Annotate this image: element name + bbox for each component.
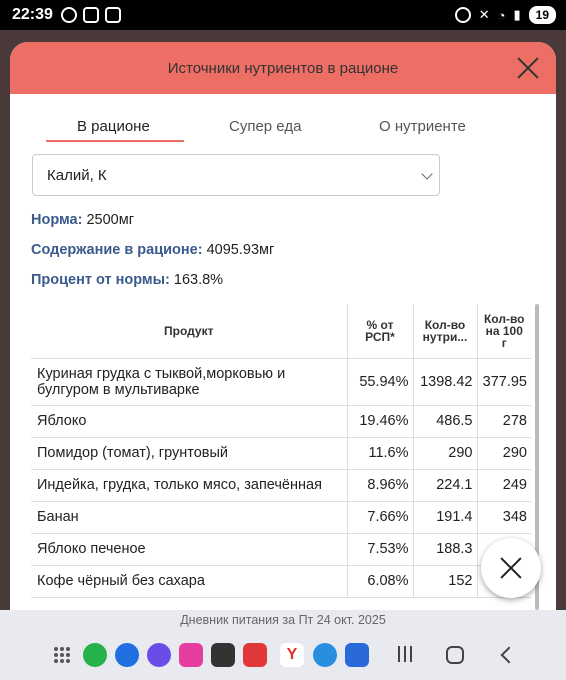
app-drawer-icon[interactable] (54, 647, 70, 663)
modal-header (10, 42, 556, 94)
cell-amount: 191.4 (413, 501, 477, 533)
signal-icon: ▮ (513, 7, 521, 22)
cell-product: Куриная грудка с тыквой,морковью и булгуром в мультиварке (31, 358, 347, 405)
header-product[interactable]: Продукт (31, 304, 347, 358)
screenshot-icon (105, 7, 121, 23)
nutrient-table-container[interactable] (31, 304, 539, 610)
reminder-app-icon[interactable] (243, 643, 267, 667)
table-row[interactable] (31, 469, 531, 501)
cell-percent: 6.08% (347, 565, 413, 597)
back-icon[interactable] (501, 647, 518, 664)
wifi-icon: ◔ (497, 7, 506, 23)
status-bar (0, 0, 566, 30)
cell-percent: 11.6% (347, 437, 413, 469)
norm-line (31, 212, 134, 228)
cell-product: Яблоко (31, 405, 347, 437)
cell-per100: 278 (477, 405, 531, 437)
cell-amount: 1398.42 (413, 358, 477, 405)
shield-icon (83, 7, 99, 23)
close-fab-button[interactable] (481, 538, 541, 598)
norm-label: Норма: (31, 212, 83, 228)
modal-title: Источники нутриентов в рационе (167, 59, 399, 77)
cell-amount: 188.3 (413, 533, 477, 565)
status-time: 22:39 (12, 6, 53, 23)
table-row[interactable] (31, 533, 531, 565)
health-app-icon[interactable] (345, 643, 369, 667)
tab-bar (10, 112, 556, 146)
cell-percent: 8.96% (347, 469, 413, 501)
cell-percent: 7.66% (347, 501, 413, 533)
browser-app-icon[interactable] (147, 643, 171, 667)
phone-app-icon[interactable] (83, 643, 107, 667)
cell-percent: 55.94% (347, 358, 413, 405)
cell-percent: 19.46% (347, 405, 413, 437)
content-value: 4095.93мг (206, 242, 275, 258)
table-row[interactable] (31, 437, 531, 469)
table-row[interactable] (31, 565, 531, 597)
system-nav-bar (0, 630, 566, 680)
cell-product: Кофе чёрный без сахара (31, 565, 347, 597)
table-row[interactable] (31, 501, 531, 533)
percent-line (31, 272, 223, 288)
cell-product: Помидор (томат), грунтовый (31, 437, 347, 469)
gallery-app-icon[interactable] (179, 643, 203, 667)
cell-percent: 7.53% (347, 533, 413, 565)
cell-product: Индейка, грудка, только мясо, запечённая (31, 469, 347, 501)
nutrient-select[interactable] (32, 154, 440, 196)
nutrient-table (31, 304, 531, 598)
table-row[interactable] (31, 358, 531, 405)
cell-per100: 348 (477, 501, 531, 533)
camera-app-icon[interactable] (211, 643, 235, 667)
recent-apps-icon[interactable] (398, 646, 412, 662)
dnd-icon (455, 7, 471, 23)
yandex-app-icon[interactable]: Y (280, 643, 304, 667)
content-line (31, 242, 274, 258)
mute-icon: ✕ (478, 7, 490, 22)
battery-indicator: 19 (529, 6, 556, 24)
tab-about-nutrient[interactable]: О нутриенте (379, 118, 466, 135)
cell-per100: 249 (477, 469, 531, 501)
home-icon[interactable] (446, 646, 464, 664)
cell-amount: 224.1 (413, 469, 477, 501)
tab-super-food[interactable]: Супер еда (229, 118, 302, 135)
nutrient-select-value: Калий, К (47, 166, 107, 184)
cell-amount: 290 (413, 437, 477, 469)
cell-product: Яблоко печеное (31, 533, 347, 565)
header-per100[interactable]: Кол-во на 100 г (477, 304, 531, 358)
percent-value: 163.8% (173, 272, 224, 288)
tab-in-diet[interactable]: В рационе (77, 118, 150, 135)
messages-app-icon[interactable] (115, 643, 139, 667)
active-tab-indicator (46, 140, 184, 142)
header-amount[interactable]: Кол-во нутри... (413, 304, 477, 358)
chevron-down-icon (421, 168, 432, 179)
cell-per100: 377.95 (477, 358, 531, 405)
cell-amount: 152 (413, 565, 477, 597)
table-row[interactable] (31, 405, 531, 437)
close-icon[interactable] (516, 56, 540, 80)
cell-amount: 486.5 (413, 405, 477, 437)
whatsapp-icon (61, 7, 77, 23)
nutrient-sources-modal (10, 42, 556, 610)
norm-value: 2500мг (86, 212, 134, 228)
cell-product: Банан (31, 501, 347, 533)
cell-per100: 290 (477, 437, 531, 469)
header-percent[interactable]: % от РСП* (347, 304, 413, 358)
assistant-app-icon[interactable] (313, 643, 337, 667)
percent-label: Процент от нормы: (31, 272, 170, 288)
diary-date-footer: Дневник питания за Пт 24 окт. 2025 (0, 610, 566, 630)
content-label: Содержание в рационе: (31, 242, 203, 258)
